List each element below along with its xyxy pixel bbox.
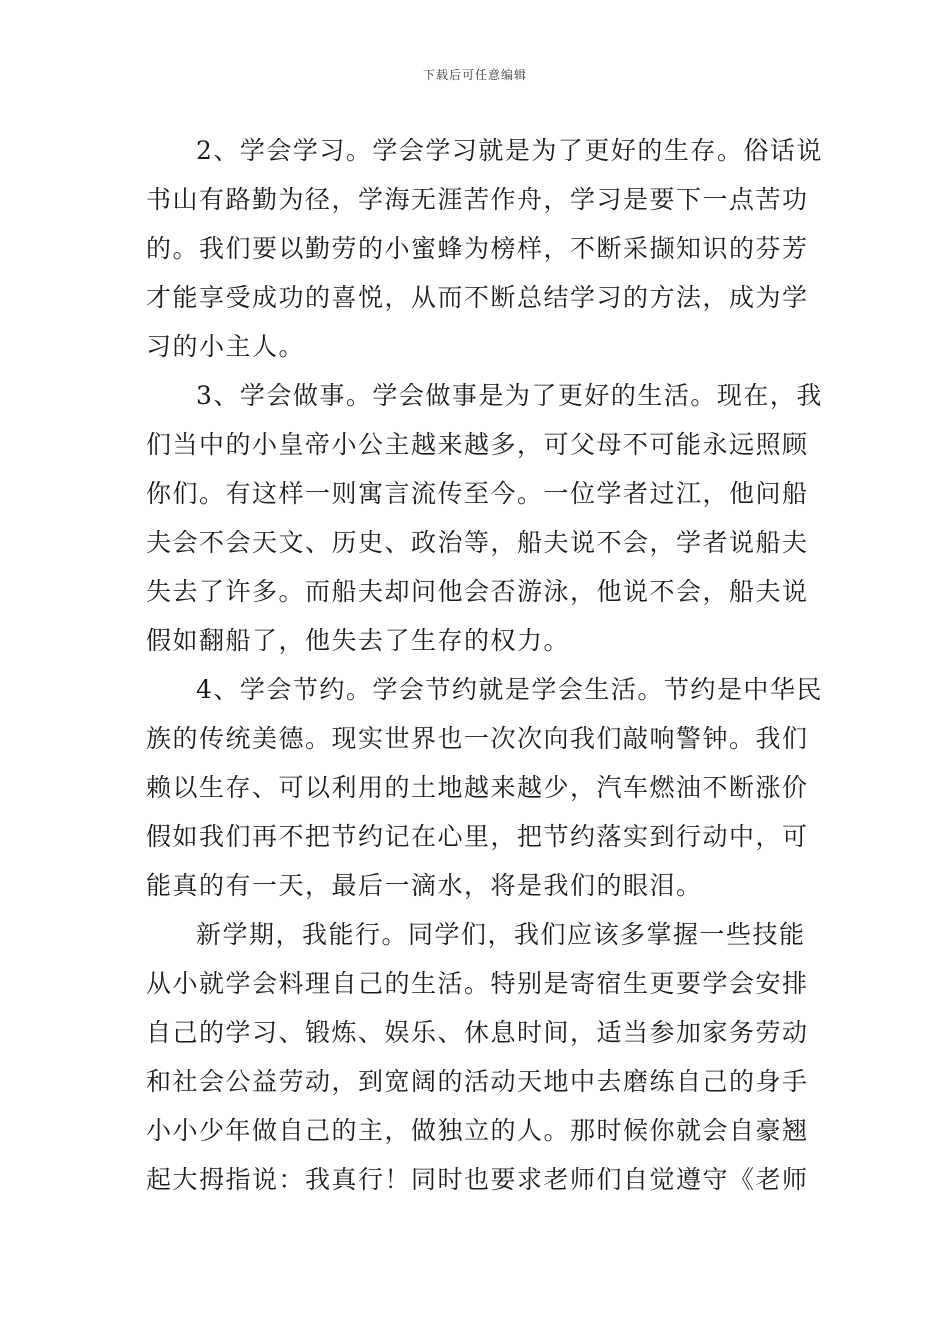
text-line: 自己的学习、锻炼、娱乐、休息时间，适当参加家务劳动 <box>146 1018 809 1047</box>
text-line: 起大拇指说：我真行！同时也要求老师们自觉遵守《老师 <box>146 1165 809 1194</box>
text-line: 4、学会节约。学会节约就是学会生活。节约是中华民 <box>196 675 823 704</box>
text-line: 的。我们要以勤劳的小蜜蜂为榜样，不断采撷知识的芬芳 <box>146 234 809 263</box>
text-line: 假如翻船了，他失去了生存的权力。 <box>146 626 571 655</box>
paragraph-learn-to-work <box>146 371 823 665</box>
paragraph-learn-to-save <box>146 665 823 910</box>
text-line: 们当中的小皇帝小公主越来越多，可父母不可能永远照顾 <box>146 430 809 459</box>
text-line: 2、学会学习。学会学习就是为了更好的生存。俗话说 <box>196 136 823 165</box>
text-line: 假如我们再不把节约记在心里，把节约落实到行动中，可 <box>146 822 809 851</box>
paragraph-new-semester <box>146 910 809 1204</box>
text-line: 才能享受成功的喜悦，从而不断总结学习的方法，成为学 <box>146 283 809 312</box>
document-body <box>146 126 823 1204</box>
page-header: 下载后可任意编辑 <box>422 68 527 82</box>
text-line: 小小少年做自己的主，做独立的人。那时候你就会自豪翘 <box>146 1116 809 1145</box>
text-line: 新学期，我能行。同学们，我们应该多掌握一些技能 <box>196 920 806 949</box>
text-line: 你们。有这样一则寓言流传至今。一位学者过江，他问船 <box>146 479 809 508</box>
text-line: 能真的有一天，最后一滴水，将是我们的眼泪。 <box>146 871 703 900</box>
text-line: 书山有路勤为径，学海无涯苦作舟，学习是要下一点苦功 <box>146 185 809 214</box>
text-line: 和社会公益劳动，到宽阔的活动天地中去磨练自己的身手 <box>146 1067 809 1096</box>
text-line: 从小就学会料理自己的生活。特别是寄宿生更要学会安排 <box>146 969 809 998</box>
text-line: 夫会不会天文、历史、政治等，船夫说不会，学者说船夫 <box>146 528 809 557</box>
text-line: 赖以生存、可以利用的土地越来越少，汽车燃油不断涨价 <box>146 773 809 802</box>
text-line: 3、学会做事。学会做事是为了更好的生活。现在，我 <box>196 381 823 410</box>
text-line: 族的传统美德。现实世界也一次次向我们敲响警钟。我们 <box>146 724 809 753</box>
text-line: 习的小主人。 <box>146 332 306 361</box>
paragraph-learn-to-study <box>146 126 823 371</box>
text-line: 失去了许多。而船夫却问他会否游泳，他说不会，船夫说 <box>146 577 809 606</box>
